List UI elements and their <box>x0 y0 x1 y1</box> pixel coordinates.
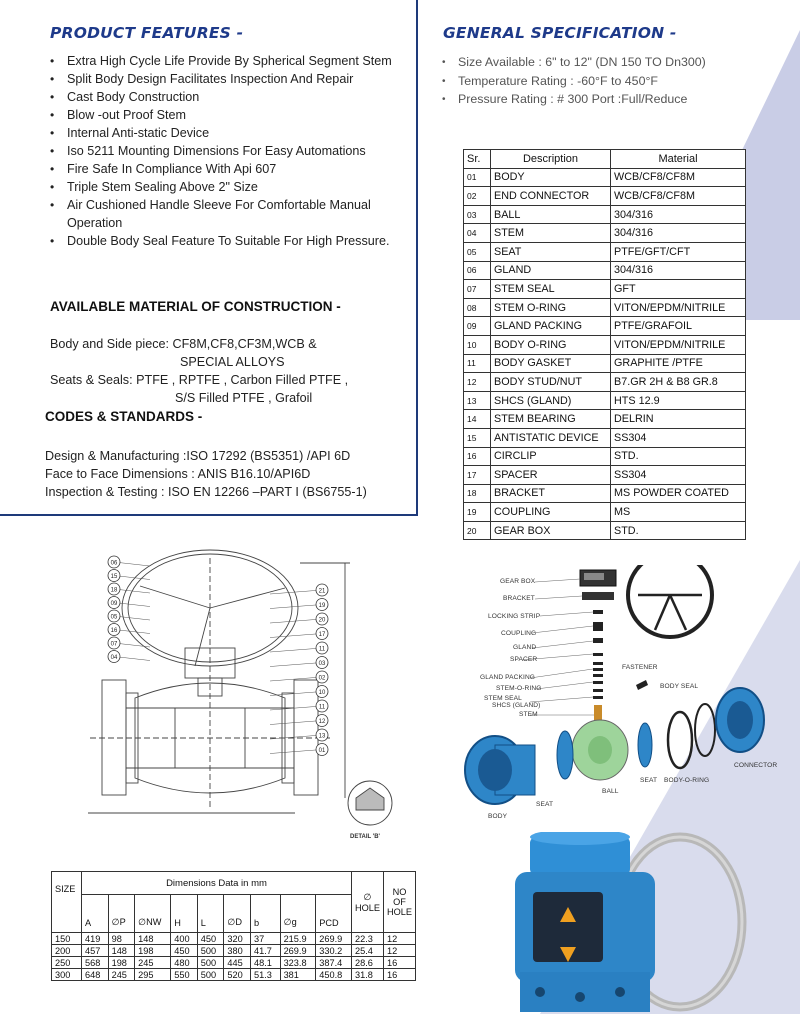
dim-cell: 31.8 <box>351 969 383 981</box>
spec-item: • Temperature Rating : -60°F to 450°F <box>440 72 706 91</box>
dim-row <box>52 945 416 957</box>
material-row <box>464 373 746 392</box>
dim-cell: 550 <box>171 969 198 981</box>
part-balloon-label: 20 <box>318 617 326 624</box>
general-spec-list <box>440 53 706 109</box>
dim-column-header: A <box>82 895 109 933</box>
dim-column-header: PCD <box>316 895 352 933</box>
dim-row <box>52 969 416 981</box>
label-coupling: COUPLING <box>501 630 537 637</box>
material-sr-cell: 14 <box>464 410 491 429</box>
material-row <box>464 521 746 540</box>
material-value-cell: MS <box>611 503 746 522</box>
valve-product-photo <box>505 832 755 1012</box>
material-row <box>464 428 746 447</box>
material-sr-cell: 10 <box>464 335 491 354</box>
part-balloon-label: 13 <box>318 733 326 740</box>
dim-cell: 16 <box>383 969 415 981</box>
dim-cell: 480 <box>171 957 198 969</box>
material-value-cell: 304/316 <box>611 261 746 280</box>
part-balloon-label: 11 <box>318 646 326 653</box>
label-connector: CONNECTOR <box>734 762 778 769</box>
label-spacer: SPACER <box>510 656 538 663</box>
material-row <box>464 503 746 522</box>
label-stem-o-ring: STEM-O-RING <box>496 685 542 692</box>
material-row <box>464 317 746 336</box>
feature-item: • Cast Body Construction <box>48 88 408 106</box>
dim-cell: 28.6 <box>351 957 383 969</box>
label-stem: STEM <box>519 711 538 718</box>
material-sr-cell: 20 <box>464 521 491 540</box>
part-balloon-label: 07 <box>110 641 118 648</box>
product-features-list <box>48 52 408 250</box>
label-locking-strip: LOCKING STRIP <box>488 613 541 620</box>
label-body-seal: BODY SEAL <box>660 683 699 690</box>
exploded-view <box>450 565 795 830</box>
material-description-cell: BODY O-RING <box>491 335 611 354</box>
dim-cell: 22.3 <box>351 933 383 945</box>
material-description-cell: ANTISTATIC DEVICE <box>491 428 611 447</box>
dim-column-header: ∅g <box>280 895 316 933</box>
dim-cell: 300 <box>52 969 82 981</box>
label-gland: GLAND <box>513 644 537 651</box>
material-value-cell: PTFE/GFT/CFT <box>611 242 746 261</box>
dim-cell: 198 <box>108 957 135 969</box>
material-sr-cell: 17 <box>464 466 491 485</box>
dim-header-group: Dimensions Data in mm <box>82 872 352 895</box>
part-balloon-label: 04 <box>110 654 118 661</box>
label-bracket: BRACKET <box>503 595 535 602</box>
material-description-cell: BALL <box>491 205 611 224</box>
material-description-cell: BRACKET <box>491 484 611 503</box>
spec-item: • Pressure Rating : # 300 Port :Full/Reduce <box>440 90 706 109</box>
material-sr-cell: 16 <box>464 447 491 466</box>
material-value-cell: WCB/CF8/CF8M <box>611 168 746 187</box>
material-value-cell: SS304 <box>611 428 746 447</box>
material-description-cell: STEM <box>491 224 611 243</box>
material-description-cell: BODY <box>491 168 611 187</box>
material-sr-cell: 04 <box>464 224 491 243</box>
dim-cell: 381 <box>280 969 316 981</box>
material-value-cell: 304/316 <box>611 205 746 224</box>
codes-title: CODES & STANDARDS - <box>45 409 203 424</box>
feature-item: • Extra High Cycle Life Provide By Spherical Segment Stem <box>48 52 408 70</box>
dimensions-table <box>51 871 416 981</box>
material-sr-cell: 11 <box>464 354 491 373</box>
material-sr-cell: 08 <box>464 298 491 317</box>
material-row <box>464 205 746 224</box>
material-value-cell: GRAPHITE /PTFE <box>611 354 746 373</box>
balloon-leader <box>270 634 322 638</box>
materials-title: AVAILABLE MATERIAL OF CONSTRUCTION - <box>50 299 341 314</box>
dim-row <box>52 957 416 969</box>
general-spec-title: GENERAL SPECIFICATION - <box>443 24 677 42</box>
material-sr-cell: 19 <box>464 503 491 522</box>
material-row <box>464 242 746 261</box>
dim-cell: 568 <box>82 957 109 969</box>
dim-cell: 500 <box>197 969 224 981</box>
dim-cell: 269.9 <box>316 933 352 945</box>
material-value-cell: WCB/CF8/CF8M <box>611 187 746 206</box>
material-row <box>464 280 746 299</box>
material-description-cell: STEM SEAL <box>491 280 611 299</box>
feature-item: • Internal Anti-static Device <box>48 124 408 142</box>
dim-cell: 648 <box>82 969 109 981</box>
material-description-cell: BODY GASKET <box>491 354 611 373</box>
material-description-cell: GLAND PACKING <box>491 317 611 336</box>
codes-inspection-line: Inspection & Testing : ISO EN 12266 –PART I (BS6755-1) <box>45 485 367 499</box>
material-row <box>464 391 746 410</box>
material-value-cell: STD. <box>611 521 746 540</box>
dim-cell: 419 <box>82 933 109 945</box>
balloon-leader <box>270 692 322 696</box>
product-features-title: PRODUCT FEATURES - <box>50 24 244 42</box>
material-value-cell: HTS 12.9 <box>611 391 746 410</box>
material-row <box>464 354 746 373</box>
materials-seats-line: Seats & Seals: PTFE , RPTFE , Carbon Filled PTFE , <box>50 373 349 387</box>
feature-item: • Air Cushioned Handle Sleeve For Comfortable Manual Operation <box>48 196 408 232</box>
label-body: BODY <box>488 813 508 820</box>
material-value-cell: SS304 <box>611 466 746 485</box>
part-balloon-label: 12 <box>318 718 326 725</box>
dim-column-header: ∅NW <box>135 895 171 933</box>
dim-cell: 520 <box>224 969 251 981</box>
material-description-cell: STEM BEARING <box>491 410 611 429</box>
part-balloon-label: 03 <box>318 660 326 667</box>
material-table-header-material: Material <box>611 150 746 169</box>
material-sr-cell: 01 <box>464 168 491 187</box>
label-seat: SEAT <box>640 777 658 784</box>
part-balloon-label: 10 <box>318 689 326 696</box>
balloon-leader <box>270 648 322 652</box>
left-info-panel <box>0 0 418 516</box>
material-table <box>463 149 746 540</box>
dim-cell: 25.4 <box>351 945 383 957</box>
material-row <box>464 335 746 354</box>
material-row <box>464 261 746 280</box>
material-description-cell: END CONNECTOR <box>491 187 611 206</box>
part-balloon-label: 02 <box>318 675 326 682</box>
material-row <box>464 410 746 429</box>
dim-cell: 445 <box>224 957 251 969</box>
material-value-cell: GFT <box>611 280 746 299</box>
label-gland-packing: GLAND PACKING <box>480 674 536 681</box>
materials-body-line: Body and Side piece: CF8M,CF8,CF3M,WCB & <box>50 337 317 351</box>
balloon-leader <box>270 590 322 594</box>
label-fastener: FASTENER <box>622 664 658 671</box>
material-row <box>464 187 746 206</box>
label-stem-seal: STEM SEAL <box>484 695 522 702</box>
dim-cell: 387.4 <box>316 957 352 969</box>
label-seat-2: SEAT <box>536 801 554 808</box>
feature-item: • Triple Stem Sealing Above 2" Size <box>48 178 408 196</box>
label-ball: BALL <box>602 788 619 795</box>
material-value-cell: STD. <box>611 447 746 466</box>
label-body-o-ring: BODY-O-RING <box>664 777 710 784</box>
codes-face-line: Face to Face Dimensions : ANIS B16.10/API6D <box>45 467 311 481</box>
dim-cell: 450 <box>171 945 198 957</box>
material-sr-cell: 02 <box>464 187 491 206</box>
dim-cell: 500 <box>197 945 224 957</box>
material-description-cell: GEAR BOX <box>491 521 611 540</box>
material-description-cell: SEAT <box>491 242 611 261</box>
dim-row <box>52 933 416 945</box>
feature-item: • Split Body Design Facilitates Inspection And Repair <box>48 70 408 88</box>
dim-cell: 148 <box>135 933 171 945</box>
feature-item: • Double Body Seal Feature To Suitable For High Pressure. <box>48 232 408 250</box>
dim-cell: 250 <box>52 957 82 969</box>
material-value-cell: VITON/EPDM/NITRILE <box>611 298 746 317</box>
dim-cell: 500 <box>197 957 224 969</box>
material-sr-cell: 05 <box>464 242 491 261</box>
material-value-cell: B7.GR 2H & B8 GR.8 <box>611 373 746 392</box>
detail-b-label: DETAIL 'B' <box>350 834 380 840</box>
material-description-cell: STEM O-RING <box>491 298 611 317</box>
part-balloon-label: 09 <box>110 600 118 607</box>
material-row <box>464 224 746 243</box>
dim-cell: 380 <box>224 945 251 957</box>
material-value-cell: VITON/EPDM/NITRILE <box>611 335 746 354</box>
material-row <box>464 168 746 187</box>
dim-cell: 198 <box>135 945 171 957</box>
dim-cell: 330.2 <box>316 945 352 957</box>
part-balloon-label: 15 <box>110 573 118 580</box>
material-table-header-description: Description <box>491 150 611 169</box>
dim-column-header: ∅P <box>108 895 135 933</box>
part-balloon-label: 01 <box>318 747 326 754</box>
label-gear-box: GEAR BOX <box>500 578 536 585</box>
part-balloon-label: 16 <box>110 627 118 634</box>
dim-cell: 200 <box>52 945 82 957</box>
material-row <box>464 298 746 317</box>
dim-cell: 148 <box>108 945 135 957</box>
dim-column-header: L <box>197 895 224 933</box>
dim-cell: 41.7 <box>250 945 280 957</box>
dim-header-size: SIZE <box>52 872 82 933</box>
dim-cell: 450 <box>197 933 224 945</box>
dim-cell: 51.3 <box>250 969 280 981</box>
dim-column-header: ∅D <box>224 895 251 933</box>
dim-cell: 215.9 <box>280 933 316 945</box>
spec-item: • Size Available : 6" to 12" (DN 150 TO Dn300) <box>440 53 706 72</box>
material-value-cell: DELRIN <box>611 410 746 429</box>
dim-cell: 98 <box>108 933 135 945</box>
material-description-cell: CIRCLIP <box>491 447 611 466</box>
dim-cell: 457 <box>82 945 109 957</box>
dim-cell: 320 <box>224 933 251 945</box>
dim-cell: 450.8 <box>316 969 352 981</box>
dim-cell: 245 <box>108 969 135 981</box>
part-balloon-label: 21 <box>318 588 326 595</box>
dim-column-header: b <box>250 895 280 933</box>
part-balloon-label: 05 <box>110 614 118 621</box>
dim-cell: 12 <box>383 945 415 957</box>
material-value-cell: PTFE/GRAFOIL <box>611 317 746 336</box>
part-balloon-label: 17 <box>318 631 326 638</box>
material-description-cell: BODY STUD/NUT <box>491 373 611 392</box>
codes-design-line: Design & Manufacturing :ISO 17292 (BS5351) /API 6D <box>45 449 351 463</box>
dim-column-header: H <box>171 895 198 933</box>
material-sr-cell: 03 <box>464 205 491 224</box>
dim-cell: 16 <box>383 957 415 969</box>
material-row <box>464 484 746 503</box>
feature-item: • Iso 5211 Mounting Dimensions For Easy Automations <box>48 142 408 160</box>
dim-cell: 245 <box>135 957 171 969</box>
material-row <box>464 447 746 466</box>
material-description-cell: COUPLING <box>491 503 611 522</box>
material-row <box>464 466 746 485</box>
material-sr-cell: 15 <box>464 428 491 447</box>
dim-cell: 48.1 <box>250 957 280 969</box>
material-value-cell: 304/316 <box>611 224 746 243</box>
materials-seats-line-2: S/S Filled PTFE , Grafoil <box>175 391 313 405</box>
balloon-leader <box>270 663 322 667</box>
material-value-cell: MS POWDER COATED <box>611 484 746 503</box>
dim-cell: 400 <box>171 933 198 945</box>
balloon-leader <box>270 750 322 754</box>
material-description-cell: SHCS (GLAND) <box>491 391 611 410</box>
dim-cell: 12 <box>383 933 415 945</box>
part-balloon-label: 11 <box>318 704 326 711</box>
dim-cell: 269.9 <box>280 945 316 957</box>
part-balloon-label: 19 <box>318 602 326 609</box>
dim-header-hole: ∅ HOLE <box>351 872 383 933</box>
material-description-cell: GLAND <box>491 261 611 280</box>
material-sr-cell: 07 <box>464 280 491 299</box>
part-balloon-label: 18 <box>110 587 118 594</box>
material-sr-cell: 06 <box>464 261 491 280</box>
feature-item: • Blow -out Proof Stem <box>48 106 408 124</box>
part-balloon-label: 06 <box>110 560 118 567</box>
dim-cell: 150 <box>52 933 82 945</box>
dim-header-no-of-hole: NO OF HOLE <box>383 872 415 933</box>
balloon-leader <box>270 721 322 725</box>
balloon-leader <box>270 735 322 739</box>
label-shcs-gland: SHCS (GLAND) <box>492 702 541 709</box>
materials-body-line-2: SPECIAL ALLOYS <box>180 355 285 369</box>
balloon-leader <box>270 605 322 609</box>
material-description-cell: SPACER <box>491 466 611 485</box>
dim-cell: 37 <box>250 933 280 945</box>
material-sr-cell: 09 <box>464 317 491 336</box>
material-table-header-sr: Sr. <box>464 150 491 169</box>
material-sr-cell: 13 <box>464 391 491 410</box>
feature-item: • Fire Safe In Compliance With Api 607 <box>48 160 408 178</box>
dim-cell: 323.8 <box>280 957 316 969</box>
valve-cross-section-drawing <box>80 548 400 848</box>
dim-cell: 295 <box>135 969 171 981</box>
material-sr-cell: 18 <box>464 484 491 503</box>
material-sr-cell: 12 <box>464 373 491 392</box>
